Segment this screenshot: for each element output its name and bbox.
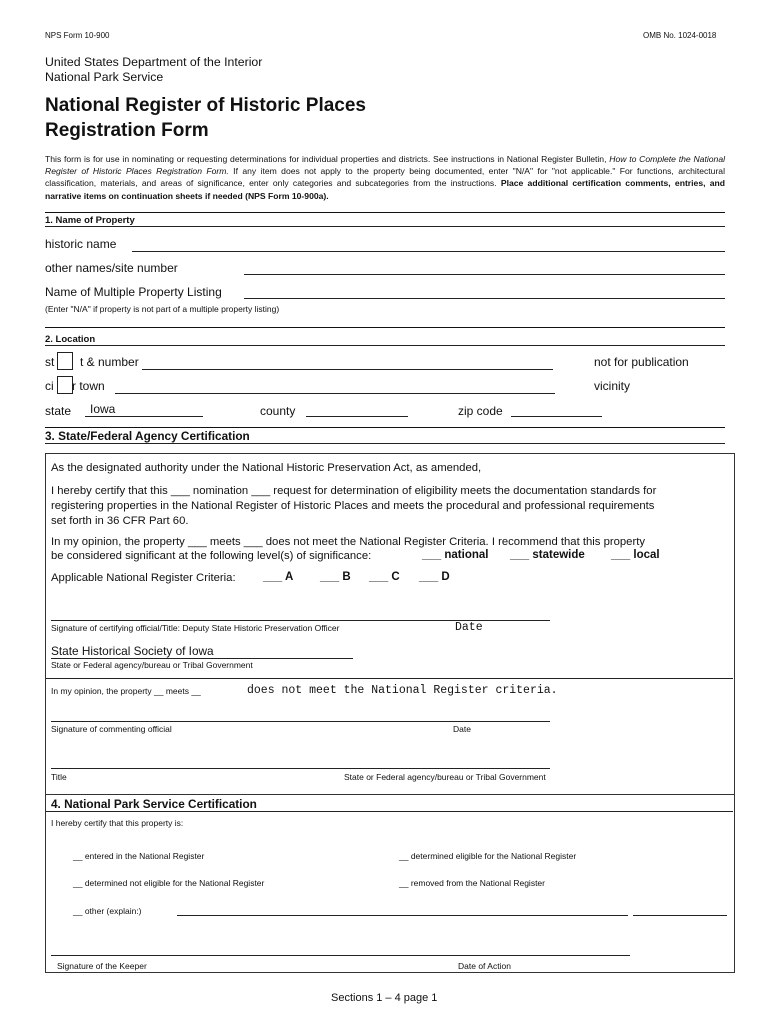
certify-property-label: I hereby certify that this property is: <box>51 818 184 828</box>
state-field[interactable] <box>85 416 203 417</box>
date-label: Date <box>453 724 471 734</box>
agency-value[interactable]: State Historical Society of Iowa <box>51 644 214 658</box>
county-label: county <box>260 404 296 418</box>
other-explain-field-2[interactable] <box>633 915 727 916</box>
certify-line-1: I hereby certify that this ___ nomination ___ request for determination of eligibility meets the documentation standards for <box>51 485 657 497</box>
vicinity-label: vicinity <box>594 379 631 393</box>
section-underline <box>45 443 725 444</box>
zip-field[interactable] <box>511 416 602 417</box>
other-names-label: other names/site number <box>45 261 178 275</box>
criteria-a[interactable]: ___ A <box>263 571 294 583</box>
city-checkbox[interactable] <box>57 376 73 394</box>
commenting-opinion-start: In my opinion, the property __ meets __ <box>51 686 201 696</box>
street-label-start: st <box>45 355 55 369</box>
criteria-label: Applicable National Register Criteria: <box>51 572 236 584</box>
opinion-line-2: be considered significant at the following level(s) of significance: <box>51 550 372 562</box>
multiple-listing-field[interactable] <box>244 298 725 299</box>
commenting-official-label: Signature of commenting official <box>51 724 172 734</box>
state-value[interactable]: Iowa <box>90 402 116 416</box>
option-not-eligible[interactable]: __ determined not eligible for the National Register <box>73 878 265 888</box>
opinion-line-1: In my opinion, the property ___ meets ___ does not meet the National Register Criteria. I recommend that this property <box>51 536 646 548</box>
keeper-signature-label: Signature of the Keeper <box>57 961 147 971</box>
street-checkbox[interactable] <box>57 352 73 370</box>
city-label-end: r town <box>72 379 105 393</box>
signature-line[interactable] <box>51 721 550 722</box>
zip-label: zip code <box>458 404 503 418</box>
state-label: state <box>45 404 72 418</box>
section-2-heading: 2. Location <box>45 334 96 345</box>
form-number: NPS Form 10-900 <box>45 31 110 40</box>
not-for-publication-label: not for publication <box>594 355 689 369</box>
criteria-b[interactable]: ___ B <box>320 571 351 583</box>
title-line[interactable] <box>51 768 550 769</box>
street-label-end: t & number <box>80 355 139 369</box>
street-field[interactable] <box>142 369 553 370</box>
option-entered[interactable]: __ entered in the National Register <box>73 851 205 861</box>
criteria-c[interactable]: ___ C <box>369 571 400 583</box>
instructions-text-1: This form is for use in nominating or requesting determinations for individual properties and districts. See instructions in National Register Bulletin, <box>45 154 607 164</box>
level-national[interactable]: ___ national <box>422 549 489 561</box>
omb-number: OMB No. 1024-0018 <box>643 31 717 40</box>
agency-field[interactable] <box>51 658 353 659</box>
form-subtitle: Registration Form <box>45 120 209 141</box>
section-divider <box>45 327 725 328</box>
other-names-field[interactable] <box>244 274 725 275</box>
option-removed[interactable]: __ removed from the National Register <box>399 878 545 888</box>
title-label: Title <box>51 772 67 782</box>
page-footer: Sections 1 – 4 page 1 <box>331 992 438 1004</box>
section-underline <box>45 226 725 227</box>
section-divider <box>45 212 725 213</box>
authority-statement: As the designated authority under the National Historic Preservation Act, as amended, <box>51 462 482 474</box>
date-label: Date <box>455 621 483 634</box>
city-label-start: ci <box>45 379 54 393</box>
department-name: United States Department of the Interior <box>45 55 263 69</box>
agency-label: State or Federal agency/bureau or Tribal Government <box>51 660 253 670</box>
bulletin-title: How to Complete the National Register of Historic Places Registration Form. <box>45 154 726 177</box>
box-divider <box>46 678 733 679</box>
section-underline <box>46 811 733 812</box>
date-of-action-label: Date of Action <box>458 961 511 971</box>
multiple-listing-note: (Enter "N/A" if property is not part of a multiple property listing) <box>45 304 280 314</box>
level-statewide[interactable]: ___ statewide <box>510 549 585 561</box>
section-divider <box>45 427 725 428</box>
keeper-signature-line[interactable] <box>51 955 630 956</box>
section-3-heading: 3. State/Federal Agency Certification <box>45 429 250 443</box>
criteria-d[interactable]: ___ D <box>419 571 450 583</box>
multiple-listing-label: Name of Multiple Property Listing <box>45 285 222 299</box>
certifying-official-label: Signature of certifying official/Title: Deputy State Historic Preservation Officer <box>51 623 340 633</box>
option-other[interactable]: __ other (explain:) <box>73 906 142 916</box>
agency-label: State or Federal agency/bureau or Tribal Government <box>344 772 546 782</box>
service-name: National Park Service <box>45 70 164 84</box>
certify-line-3: set forth in 36 CFR Part 60. <box>51 515 189 527</box>
instructions-text-2: If any item does not apply to the property being documented, enter "N/A" for "not applicable." For functions, architectural classification, materials, and areas of significance, enter only categories and subcategories from the instructions. <box>45 166 725 189</box>
section-4-heading: 4. National Park Service Certification <box>51 797 257 811</box>
level-local[interactable]: ___ local <box>611 549 660 561</box>
section-underline <box>45 345 725 346</box>
instructions-paragraph <box>45 153 725 202</box>
commenting-opinion-end: does not meet the National Register criteria. <box>247 684 558 697</box>
option-determined-eligible[interactable]: __ determined eligible for the National Register <box>399 851 577 861</box>
county-field[interactable] <box>306 416 408 417</box>
city-field[interactable] <box>115 393 555 394</box>
certify-line-2: registering properties in the National Register of Historic Places and meets the procedural and professional requirements <box>51 500 655 512</box>
historic-name-field[interactable] <box>132 251 725 252</box>
form-title: National Register of Historic Places <box>45 95 366 116</box>
instructions-bold: Place additional certification comments, entries, and narrative items on continuation sheets if needed (NPS Form 10-900a). <box>45 178 726 201</box>
historic-name-label: historic name <box>45 237 117 251</box>
section-1-heading: 1. Name of Property <box>45 215 135 226</box>
other-explain-field[interactable] <box>177 915 628 916</box>
